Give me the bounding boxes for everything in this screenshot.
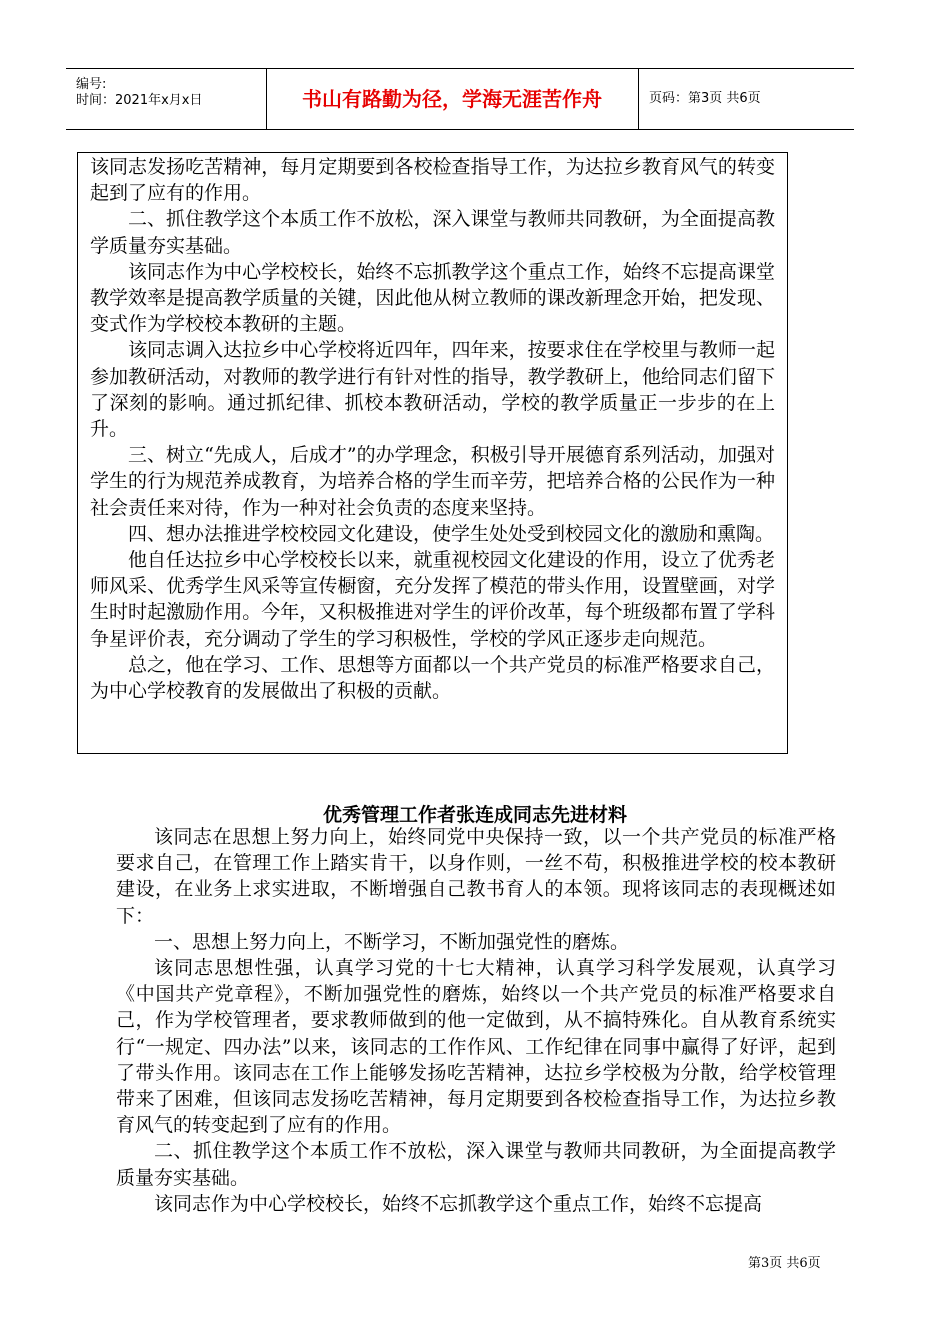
header-motto: 书山有路勤为径，学海无涯苦作舟: [266, 69, 639, 129]
header-time-label: 时间：2021年x月x日: [76, 93, 203, 108]
header-meta: [66, 69, 267, 129]
box-paragraph: 三、树立“先成人，后成才”的办学理念，积极引导开展德育系列活动，加强对学生的行为规范养成教育，为培养合格的学生而辛劳，把培养合格的公民作为一种社会责任来对待，作为一种对社会负责的态度来坚持。: [90, 444, 775, 519]
box-paragraph: 二、抓住教学这个本质工作不放松，深入课堂与教师共同教研，为全面提高教学质量夯实基础。: [90, 208, 775, 257]
box-paragraph: 该同志发扬吃苦精神，每月定期要到各校检查指导工作，为达拉乡教育风气的转变起到了应有的作用。: [90, 156, 775, 205]
box-paragraph: 该同志作为中心学校校长，始终不忘抓教学这个重点工作，始终不忘提高课堂教学效率是提高教学质量的关键，因此他从树立教师的课改新理念开始，把发现、变式作为学校校本教研的主题。: [90, 260, 775, 336]
boxed-content: [77, 152, 788, 754]
section-paragraph: 二、抓住教学这个本质工作不放松，深入课堂与教师共同教研，为全面提高教学质量夯实基础。: [116, 1140, 836, 1189]
section-paragraph: 该同志思想性强，认真学习党的十七大精神，认真学习科学发展观，认真学习《中国共产党章程》，不断加强党性的磨炼，始终以一个共产党员的标准严格要求自己，作为学校管理者，要求教师做到的他一定做到，从不搞特殊化。自从教育系统实行“一规定、四办法”以来，该同志的工作作风、工作纪律在同事中赢得了好评，起到了带头作用。该同志在工作上能够发扬吃苦精神，达拉乡学校极为分散，给学校管理带来了困难，但该同志发扬吃苦精神，每月定期要到各校检查指导工作，为达拉乡教育风气的转变起到了应有的作用。: [116, 957, 836, 1137]
section-body: [116, 824, 836, 1217]
page-footer: 第3页 共6页: [748, 1256, 821, 1271]
section-paragraph: 一、思想上努力向上，不断学习，不断加强党性的磨炼。: [154, 930, 630, 953]
box-paragraph: 他自任达拉乡中心学校校长以来，就重视校园文化建设的作用，设立了优秀老师风采、优秀学生风采等宣传橱窗，充分发挥了模范的带头作用，设置壁画，对学生时时起激励作用。今年，又积极推进对学生的评价改革，每个班级都布置了学科争星评价表，充分调动了学生的学习积极性，学校的学风正逐步走向规范。: [90, 549, 775, 650]
box-paragraph: 四、想办法推进学校校园文化建设，使学生处处受到校园文化的激励和熏陶。: [128, 522, 775, 545]
section-paragraph: 该同志作为中心学校校长，始终不忘抓教学这个重点工作，始终不忘提高: [154, 1192, 763, 1215]
box-paragraph: 总之，他在学习、工作、思想等方面都以一个共产党员的标准严格要求自己，为中心学校教育的发展做出了积极的贡献。: [90, 653, 775, 703]
section-title: 优秀管理工作者张连成同志先进材料: [322, 804, 627, 826]
section-paragraph: 该同志在思想上努力向上，始终同党中央保持一致，以一个共产党员的标准严格要求自己，在管理工作上踏实肯干，以身作则，一丝不苟，积极推进学校的校本教研建设，在业务上求实进取，不断增强自己教书育人的本领。现将该同志的表现概述如下：: [116, 826, 836, 927]
page-header: [66, 68, 854, 130]
header-number-label: 编号:: [76, 77, 107, 92]
header-page-info: 页码：第3页 共6页: [649, 91, 761, 106]
box-paragraph: 该同志调入达拉乡中心学校将近四年，四年来，按要求住在学校里与教师一起参加教研活动，对教师的教学进行有针对性的指导，教学教研上，他给同志们留下了深刻的影响。通过抓纪律、抓校本教研活动，学校的教学质量正一步步的在上升。: [90, 339, 775, 441]
